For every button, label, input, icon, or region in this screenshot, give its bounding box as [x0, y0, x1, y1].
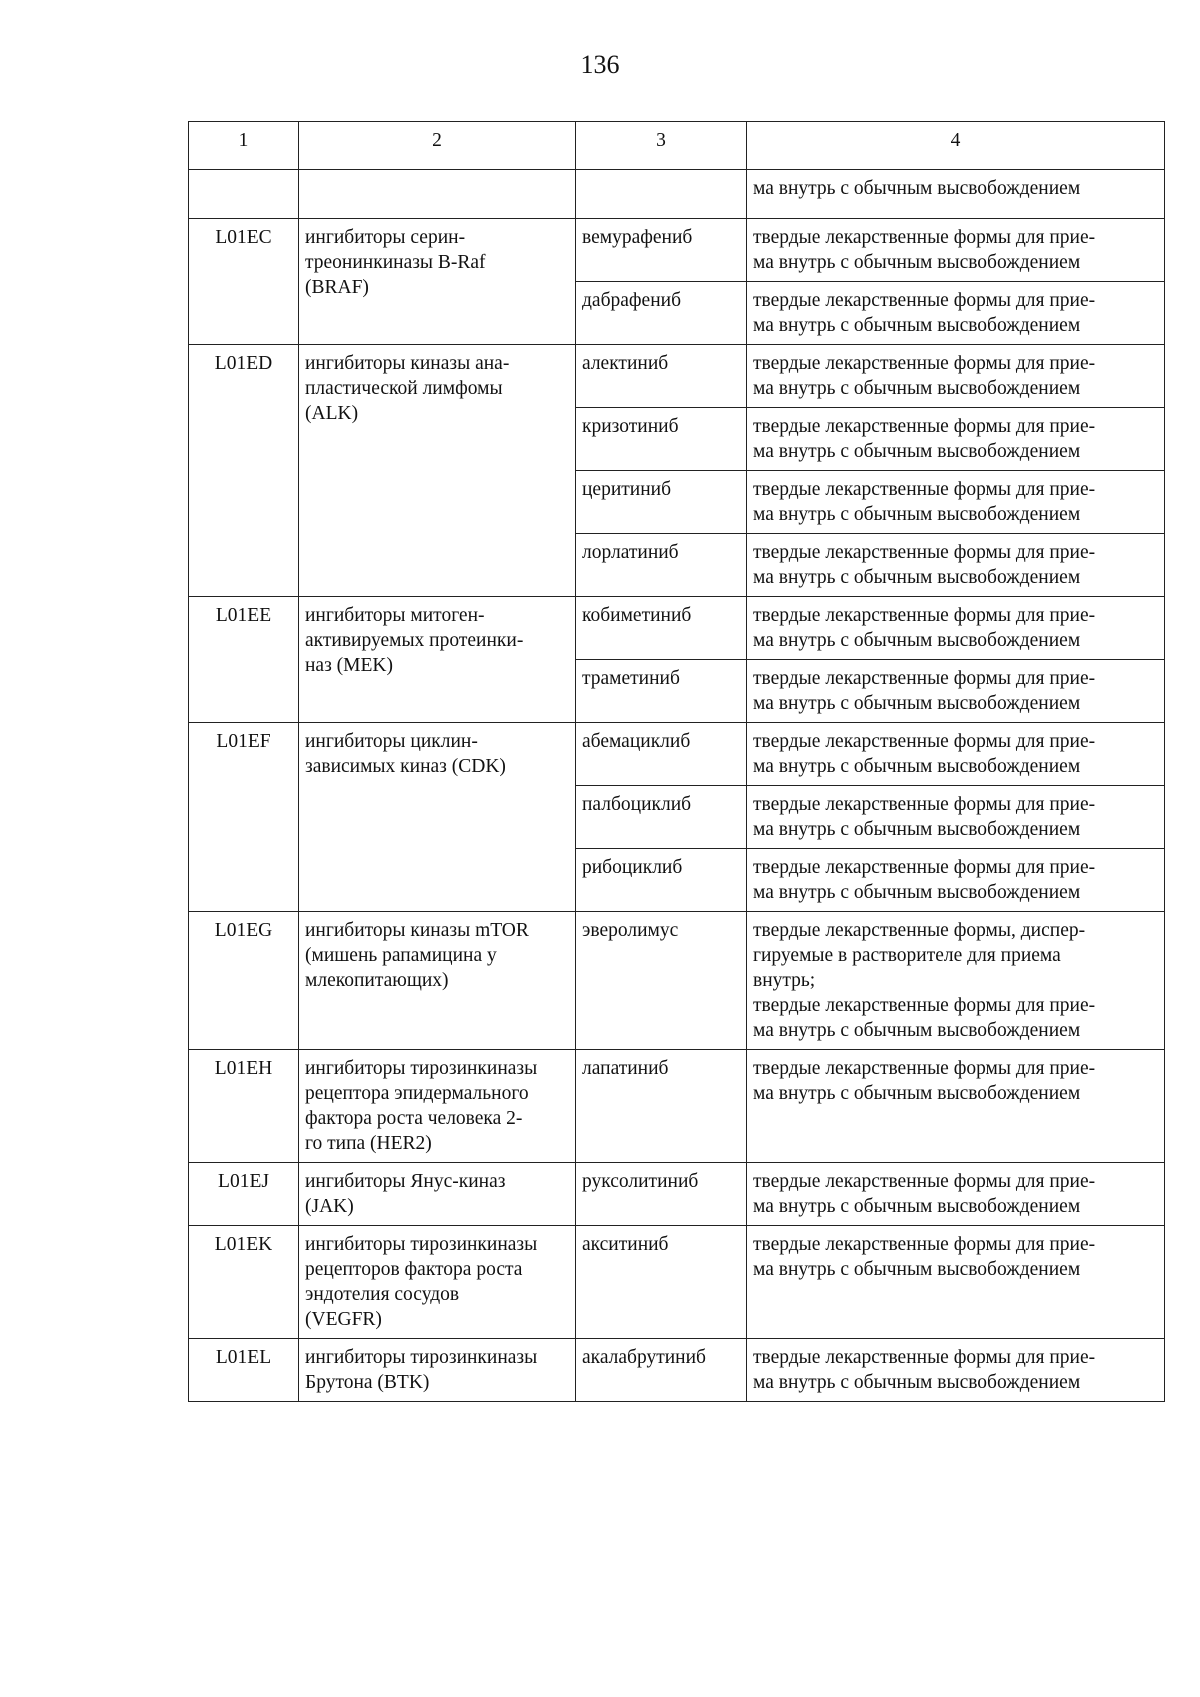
dosage-form-line: твердые лекарственные формы для прие- [753, 227, 1096, 248]
dosage-form-cell [747, 282, 1165, 345]
dosage-form-line: твердые лекарственные формы для прие- [753, 731, 1096, 752]
drug-name-cell: дабрафениб [576, 282, 747, 345]
dosage-form-cell [747, 471, 1165, 534]
atc-code-cell: L01EH [189, 1050, 299, 1163]
continuation-code-cell [189, 170, 299, 219]
dosage-form-cell [747, 1050, 1165, 1163]
dosage-form-cell [747, 534, 1165, 597]
dosage-form-line: ма внутрь с обычным высвобождением [753, 1020, 1081, 1041]
atc-code-cell: L01EC [189, 219, 299, 345]
atc-code-cell: L01ED [189, 345, 299, 597]
atc-code-cell: L01EG [189, 912, 299, 1050]
drug-group-cell [299, 912, 576, 1050]
dosage-form-line: ма внутрь с обычным высвобождением [753, 252, 1081, 273]
drug-name-cell: абемациклиб [576, 723, 747, 786]
drug-group-line: ингибиторы киназы mTOR [305, 920, 529, 941]
drug-group-line: зависимых киназ (CDK) [305, 756, 506, 777]
dosage-form-line: твердые лекарственные формы для прие- [753, 668, 1096, 689]
atc-code-cell: L01EL [189, 1339, 299, 1402]
dosage-form-cell [747, 345, 1165, 408]
dosage-form-line: ма внутрь с обычным высвобождением [753, 819, 1081, 840]
drug-group-line: рецептора эпидермального [305, 1083, 529, 1104]
dosage-form-line: твердые лекарственные формы для прие- [753, 995, 1096, 1016]
drug-group-line: ингибиторы тирозинкиназы [305, 1058, 538, 1079]
drug-group-line: наз (MEK) [305, 655, 393, 676]
drug-name-cell: акситиниб [576, 1226, 747, 1339]
drug-group-line: эндотелия сосудов [305, 1284, 460, 1305]
drug-group-line: (VEGFR) [305, 1309, 382, 1330]
dosage-form-line: твердые лекарственные формы для прие- [753, 1058, 1096, 1079]
drug-group-line: ингибиторы митоген- [305, 605, 485, 626]
drug-group-line: млекопитающих) [305, 970, 449, 991]
table-row [189, 912, 1165, 1050]
drug-name-cell: кобиметиниб [576, 597, 747, 660]
dosage-form-line: твердые лекарственные формы для прие- [753, 353, 1096, 374]
table-row [189, 1163, 1165, 1226]
atc-code-cell: L01EE [189, 597, 299, 723]
drug-group-line: фактора роста человека 2- [305, 1108, 523, 1129]
header-cell-3: 3 [576, 122, 747, 170]
drug-group-cell [299, 345, 576, 597]
dosage-form-line: внутрь; [753, 970, 816, 991]
drug-group-cell [299, 219, 576, 345]
drug-name-cell: кризотиниб [576, 408, 747, 471]
dosage-form-line: твердые лекарственные формы для прие- [753, 1171, 1096, 1192]
dosage-form-cell [747, 1339, 1165, 1402]
header-row [189, 122, 1165, 170]
drug-group-line: ингибиторы серин- [305, 227, 466, 248]
dosage-form-cell [747, 660, 1165, 723]
dosage-form-cell [747, 723, 1165, 786]
dosage-form-line: ма внутрь с обычным высвобождением [753, 693, 1081, 714]
drug-group-line: (JAK) [305, 1196, 354, 1217]
drug-name-cell: палбоциклиб [576, 786, 747, 849]
drug-group-line: ингибиторы киназы ана- [305, 353, 510, 374]
drug-group-line: рецепторов фактора роста [305, 1259, 523, 1280]
drug-group-cell [299, 597, 576, 723]
drug-group-line: ингибиторы тирозинкиназы [305, 1234, 538, 1255]
dosage-form-cell [747, 597, 1165, 660]
table-row [189, 1226, 1165, 1339]
table-row [189, 219, 1165, 282]
continuation-form-cell: ма внутрь с обычным высвобождением [747, 170, 1165, 219]
drug-group-line: го типа (HER2) [305, 1133, 432, 1154]
dosage-form-line: ма внутрь с обычным высвобождением [753, 504, 1081, 525]
drug-group-cell [299, 1339, 576, 1402]
drug-group-line: Брутона (BTK) [305, 1372, 430, 1393]
dosage-form-line: твердые лекарственные формы для прие- [753, 290, 1096, 311]
atc-code-cell: L01EJ [189, 1163, 299, 1226]
drug-name-cell: лапатиниб [576, 1050, 747, 1163]
drug-name-cell: акалабрутиниб [576, 1339, 747, 1402]
dosage-form-line: ма внутрь с обычным высвобождением [753, 756, 1081, 777]
dosage-form-cell [747, 912, 1165, 1050]
dosage-form-cell [747, 786, 1165, 849]
drug-name-cell: церитиниб [576, 471, 747, 534]
header-cell-4: 4 [747, 122, 1165, 170]
dosage-form-line: твердые лекарственные формы для прие- [753, 857, 1096, 878]
header-cell-1: 1 [189, 122, 299, 170]
table-row [189, 1050, 1165, 1163]
dosage-form-line: гируемые в растворителе для приема [753, 945, 1061, 966]
dosage-form-line: ма внутрь с обычным высвобождением [753, 567, 1081, 588]
drug-name-cell: эверолимус [576, 912, 747, 1050]
continuation-drug-cell [576, 170, 747, 219]
dosage-form-line: твердые лекарственные формы для прие- [753, 794, 1096, 815]
drug-group-cell [299, 723, 576, 912]
dosage-form-line: твердые лекарственные формы для прие- [753, 542, 1096, 563]
drug-group-line: (ALK) [305, 403, 359, 424]
dosage-form-line: твердые лекарственные формы для прие- [753, 1234, 1096, 1255]
drug-name-cell: лорлатиниб [576, 534, 747, 597]
drug-group-cell [299, 1050, 576, 1163]
drug-group-line: ингибиторы Янус-киназ [305, 1171, 506, 1192]
dosage-form-line: твердые лекарственные формы для прие- [753, 1347, 1096, 1368]
dosage-form-line: твердые лекарственные формы для прие- [753, 416, 1096, 437]
atc-code-cell: L01EF [189, 723, 299, 912]
drug-name-cell: алектиниб [576, 345, 747, 408]
drug-name-cell: руксолитиниб [576, 1163, 747, 1226]
drug-classification-table [188, 121, 1165, 1402]
drug-group-line: (мишень рапамицина у [305, 945, 497, 966]
drug-group-line: треонинкиназы B-Raf [305, 252, 486, 273]
dosage-form-line: ма внутрь с обычным высвобождением [753, 441, 1081, 462]
dosage-form-line: ма внутрь с обычным высвобождением [753, 1372, 1081, 1393]
drug-group-line: пластической лимфомы [305, 378, 503, 399]
dosage-form-cell [747, 1226, 1165, 1339]
continuation-group-cell [299, 170, 576, 219]
table-row [189, 597, 1165, 660]
drug-name-cell: рибоциклиб [576, 849, 747, 912]
drug-group-cell [299, 1163, 576, 1226]
header-cell-2: 2 [299, 122, 576, 170]
table-row [189, 345, 1165, 408]
page-number: 136 [580, 50, 620, 79]
dosage-form-line: твердые лекарственные формы для прие- [753, 479, 1096, 500]
dosage-form-line: ма внутрь с обычным высвобождением [753, 378, 1081, 399]
drug-group-line: ингибиторы тирозинкиназы [305, 1347, 538, 1368]
dosage-form-line: твердые лекарственные формы, диспер- [753, 920, 1086, 941]
drug-group-line: ингибиторы циклин- [305, 731, 478, 752]
dosage-form-line: ма внутрь с обычным высвобождением [753, 315, 1081, 336]
dosage-form-cell [747, 1163, 1165, 1226]
continuation-row [189, 170, 1165, 219]
dosage-form-line: твердые лекарственные формы для прие- [753, 605, 1096, 626]
drug-group-line: активируемых протеинки- [305, 630, 524, 651]
dosage-form-line: ма внутрь с обычным высвобождением [753, 1083, 1081, 1104]
table-body [189, 122, 1165, 1402]
dosage-form-cell [747, 408, 1165, 471]
dosage-form-line: ма внутрь с обычным высвобождением [753, 882, 1081, 903]
dosage-form-line: ма внутрь с обычным высвобождением [753, 1259, 1081, 1280]
drug-group-line: (BRAF) [305, 277, 369, 298]
atc-code-cell: L01EK [189, 1226, 299, 1339]
dosage-form-line: ма внутрь с обычным высвобождением [753, 630, 1081, 651]
drug-name-cell: траметиниб [576, 660, 747, 723]
table-row [189, 1339, 1165, 1402]
drug-name-cell: вемурафениб [576, 219, 747, 282]
table-row [189, 723, 1165, 786]
drug-group-cell [299, 1226, 576, 1339]
dosage-form-cell [747, 849, 1165, 912]
dosage-form-cell [747, 219, 1165, 282]
dosage-form-line: ма внутрь с обычным высвобождением [753, 1196, 1081, 1217]
